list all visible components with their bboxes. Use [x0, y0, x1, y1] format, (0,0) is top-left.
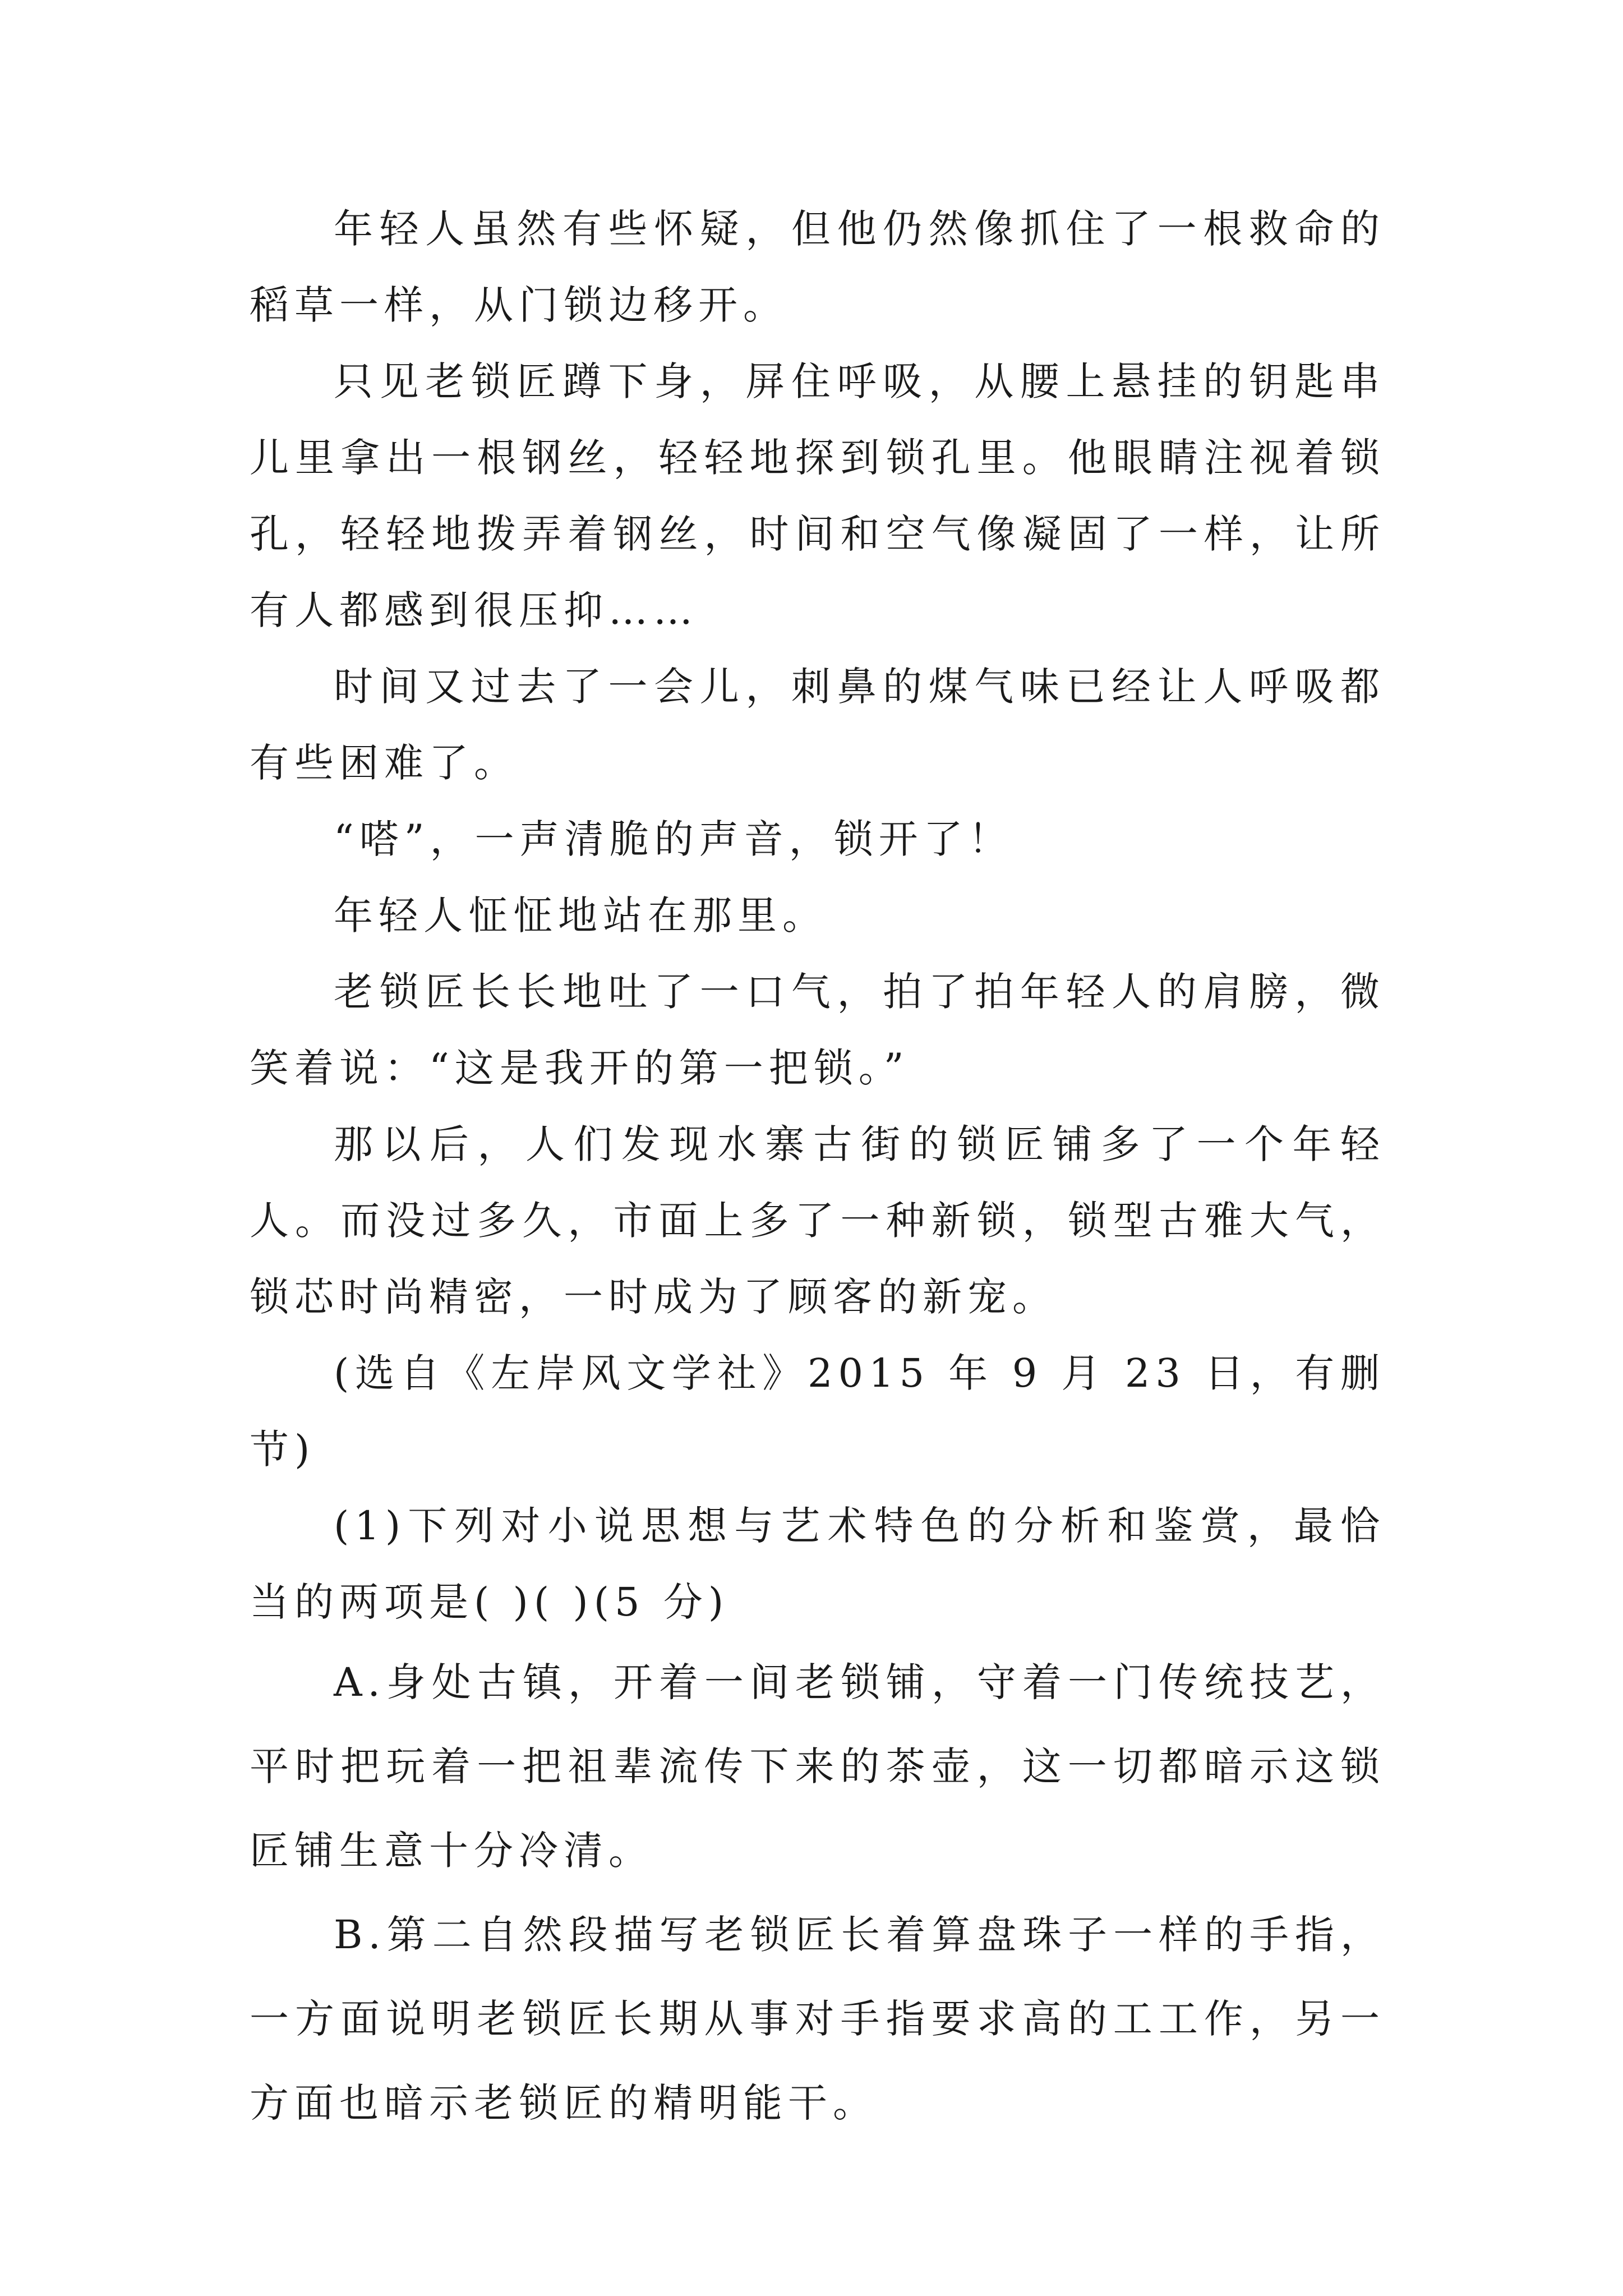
option-a: A.身处古镇，开着一间老锁铺，守着一门传统技艺，平时把玩着一把祖辈流传下来的茶壶，这一切都暗示这锁匠铺生意十分冷清。	[250, 1659, 1385, 1874]
paragraph-locksmith-opens: 只见老锁匠蹲下身，屏住呼吸，从腰上悬挂的钥匙串儿里拿出一根钢丝，轻轻地探到锁孔里。他眼睛注视着锁孔，轻轻地拨弄着钢丝，时间和空气像凝固了一样，让所有人都感到很压抑……	[250, 358, 1385, 633]
option-b: B.第二自然段描写老锁匠长着算盘珠子一样的手指，一方面说明老锁匠长期从事对手指要求高的工工作，另一方面也暗示老锁匠的精明能干。	[250, 1912, 1385, 2126]
question-1-stem: (1)下列对小说思想与艺术特色的分析和鉴赏，最恰当的两项是( )( )(5 分)	[250, 1503, 1385, 1625]
paragraph-first-lock: 老锁匠长长地吐了一口气，拍了拍年轻人的肩膀，微笑着说：“这是我开的第一把锁。”	[250, 969, 1385, 1091]
paragraph-new-lock: 那以后，人们发现水寨古街的锁匠铺多了一个年轻人。而没过多久，市面上多了一种新锁，锁型古雅大气，锁芯时尚精密，一时成为了顾客的新宠。	[250, 1121, 1385, 1320]
paragraph-gas-smell: 时间又过去了一会儿，刺鼻的煤气味已经让人呼吸都有些困难了。	[250, 664, 1385, 786]
paragraph-lock-clicks: “嗒”，一声清脆的声音，锁开了！	[334, 816, 1013, 862]
paragraph-young-man-stunned: 年轻人怔怔地站在那里。	[334, 892, 827, 938]
source-citation: (选自《左岸风文学社》2015 年 9 月 23 日，有删节)	[250, 1350, 1385, 1473]
article-body	[250, 191, 1385, 2145]
paragraph-young-man-doubt: 年轻人虽然有些怀疑，但他仍然像抓住了一根救命的稻草一样，从门锁边移开。	[250, 206, 1385, 328]
